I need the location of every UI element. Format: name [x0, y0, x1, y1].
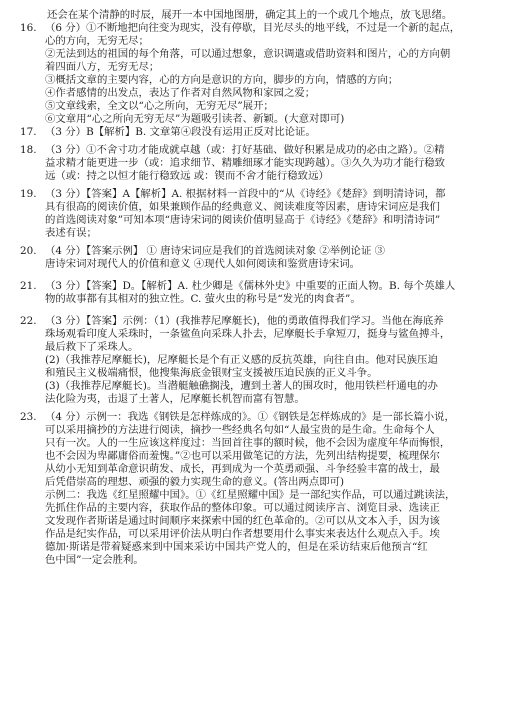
answer-line: （4 分）【答案示例】 ① 唐诗宋词应是我们的首选阅读对象 ②举例论证 ③ [45, 245, 386, 257]
answer-line: ④作者感情的出发点，表达了作者对自然风物和家园之爱； [45, 87, 316, 99]
answer-line: 唐诗宋词对现代人的价值和意义 ④现代人如何阅读和鉴赏唐诗宋词。 [45, 258, 361, 270]
answer-line: （6 分）①不断地把向往变为现实，没有停歇，目光尽头的地平线，不过是一个新的起点， [45, 22, 461, 34]
question-number: 23. [20, 411, 37, 423]
answer-line: 物的故事都有其相对的独立性。C. 萤火虫的称号是“发光的肉食者”。 [45, 293, 361, 305]
question-number: 19. [20, 188, 37, 200]
answer-line: 德加·斯诺是带着疑惑来到中国来采访中国共产党人的，但是在采访结束后他预言“红 [45, 541, 428, 553]
answer-line: 具有很高的阅读价值，如果兼顾作品的经典意义、阅读难度等因素，唐诗宋词应是我们 [45, 201, 440, 213]
answer-line: 从幼小无知到革命意识萌发、成长，再到成为一个英勇顽强、斗争经验丰富的战士，最 [45, 463, 440, 475]
answer-line: 先抓住作品的主要内容，获取作品的整体印象。可以通过阅读序言、浏览目录、选读正 [45, 502, 440, 514]
answer-line: 的首选阅读对象”可知本项“唐诗宋词的阅读价值明显高于《诗经》《楚辞》和明清诗词” [45, 214, 441, 226]
answer-line: （3 分）【答案】A【解析】A. 根据材料一首段中的“从《诗经》《楚辞》到明清诗词，都 [45, 188, 446, 200]
answer-line: 益求精才能更进一步（或：追求细节、精雕细琢才能实现跨越）。③久久为功才能行稳致 [45, 157, 446, 169]
answer-line: ③概括文章的主要内容，心的方向是意识的方向，脚步的方向，情感的方向； [45, 74, 399, 86]
question-number: 20. [20, 245, 37, 257]
answer-line: (2)（我推荐尼摩艇长)，尼摩艇长是个有正义感的反抗英雄，向往自由。他对民族压迫 [45, 354, 438, 366]
answer-line: 文发现作者斯诺是通过时间顺序来探索中国的红色革命的。②可以从文本入手，因为该 [45, 515, 440, 527]
answer-line: 和殖民主义极端痛恨，他搜集海底金银财宝支援被压迫民族的正义斗争。 [45, 367, 378, 379]
answer-line: 珠场观看印度人采珠时，一条鲨鱼向采珠人扑去，尼摩艇长手拿短刀，挺身与鲨鱼搏斗， [45, 328, 451, 340]
question-number: 18. [20, 144, 37, 156]
answer-line: 只有一次。人的一生应该这样度过：当回首往事的额时候，他不会因为虚度年华而悔恨， [45, 437, 451, 449]
answer-line: ②无法到达的祖国的每个角落，可以通过想象，意识调遣或借助资料和图片，心的方向朝 [45, 48, 451, 60]
answer-line: （4 分）示例一：我选《钢铁是怎样炼成的》。①《钢铁是怎样炼成的》是一部长篇小说， [45, 411, 455, 423]
answer-line: ⑥文章用“心之所向无穷无尽”为题吸引读者、新颖。(大意对即可) [45, 113, 345, 125]
answer-line: 也不会因为卑鄙庸俗而羞愧。”②也可以采用做笔记的方法，先列出结构提要，梳理保尔 [45, 450, 440, 462]
answer-line: （3 分）①不舍寸功才能成就卓越（或：打好基础、做好积累是成功的必由之路）。②精 [45, 144, 445, 156]
question-number: 17. [20, 126, 37, 138]
answer-line: 心的方向，无穷无尽； [45, 35, 149, 47]
answer-line: 远（或：持之以恒才能行稳致远 或：锲而不舍才能行稳致远） [45, 170, 329, 182]
answer-line: 最后救下了采珠人。 [45, 341, 139, 353]
intro-line: 还会在某个清静的时辰，展开一本中国地图册，确定其上的一个或几个地点，放飞思绪。 [47, 9, 453, 21]
question-number: 16. [20, 22, 37, 34]
answer-line: 着四面八方，无穷无尽； [45, 61, 160, 73]
answer-line: 示例二：我选《红星照耀中国》。①《红星照耀中国》是一部纪实作品，可以通过跳读法， [45, 489, 456, 501]
answer-line: 后凭借崇高的理想、顽强的毅力实现生命的意义。(答出两点即可) [45, 476, 345, 488]
answer-line: 法化险为夷，击退了土著人，尼摩艇长机智而富有智慧。 [45, 393, 305, 405]
question-number: 21. [20, 280, 37, 292]
answer-line: (3)（我推荐尼摩艇长)。当潜艇触礁搁浅，遭到土著人的围攻时，他用铁栏杆通电的办 [45, 380, 438, 392]
answer-line: 表述有误； [45, 227, 97, 239]
answer-line: 色中国”一定会胜利。 [45, 554, 144, 566]
answer-line: ⑤文章线索，全文以“心之所向，无穷无尽”展开； [45, 100, 274, 112]
answer-line: （3 分）B【解析】B. 文章第④段没有运用正反对比论证。 [45, 126, 316, 138]
answer-line: （3 分）【答案】D。【解析】A. 杜少卿是《儒林外史》中重要的正面人物。B. 每个英雄人 [45, 280, 456, 292]
answer-line: （3 分）【答案】示例：（1）(我推荐尼摩艇长)，他的勇敢值得我们学习。当他在海底养 [45, 315, 444, 327]
answer-line: 可以采用摘抄的方法进行阅读，摘抄一些经典名句如“人最宝贵的是生命。生命每个人 [45, 424, 435, 436]
question-number: 22. [20, 315, 37, 327]
answer-line: 作品是纪实作品，可以采用评价法从明白作者想要用什么事实来表达什么观点入手。埃 [45, 528, 440, 540]
